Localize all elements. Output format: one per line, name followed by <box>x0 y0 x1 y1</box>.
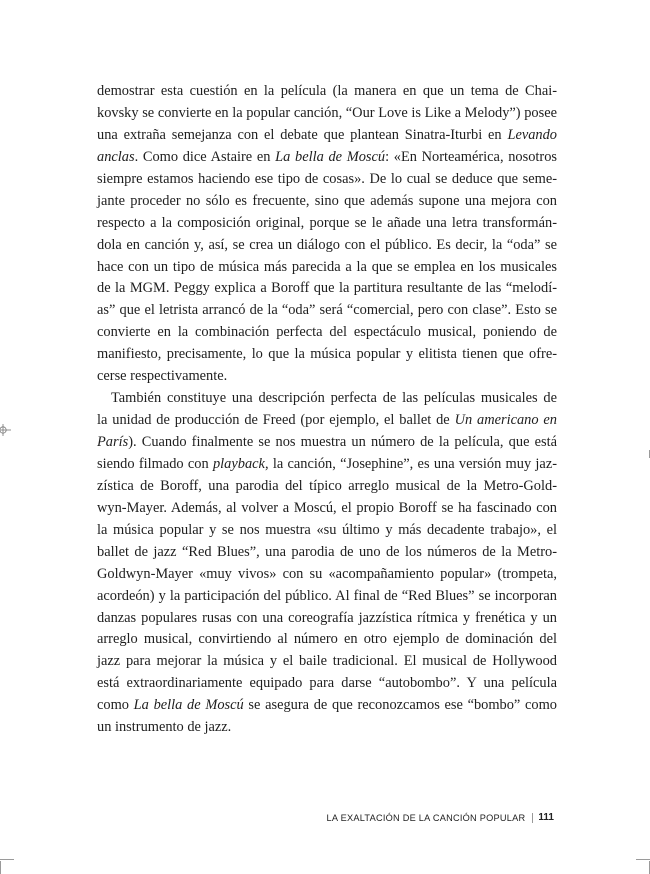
text-line: demostrar esta cuestión en la película (la manera en que un tema de Chai- <box>97 83 557 99</box>
text-line: la música popular y se nos muestra «su último y más decadente trabajo», el <box>97 521 557 538</box>
text-line: convierte en la combinación perfecta del espectáculo musical, poniendo de <box>97 324 557 341</box>
text-line: como La bella de Moscú se asegura de que reconozcamos ese “bombo” como <box>97 697 557 714</box>
registration-mark-icon <box>0 424 12 436</box>
text-line: danzas populares rusas con una coreografía jazzística rítmica y frenética y un <box>97 609 557 626</box>
footer-divider <box>532 813 533 823</box>
text-line: una extraña semejanza con el debate que plantean Sinatra-Iturbi en Levando <box>97 126 557 143</box>
text-line: Goldwyn-Mayer «muy vivos» con su «acompañamiento popular» (trompeta, <box>97 565 557 582</box>
page-footer <box>327 812 554 823</box>
text-line: anclas. Como dice Astaire en La bella de Moscú: «En Norteamérica, nosotros <box>97 148 557 165</box>
paragraph-1 <box>97 81 557 388</box>
text-line: París). Cuando finalmente se nos muestra un número de la película, que está <box>97 434 557 450</box>
text-line: ballet de jazz “Red Blues”, una parodia de uno de los números de la Metro- <box>97 543 557 560</box>
text-line: hace con un tipo de música más parecida a la que se emplea en los musicales <box>97 258 557 275</box>
text-line: respecto a la composición original, porque se le añade una letra transformán- <box>97 214 557 231</box>
crop-mark <box>636 859 650 860</box>
text-line: wyn-Mayer. Además, al volver a Moscú, el propio Boroff se ha fascinado con <box>97 499 557 516</box>
crop-mark <box>0 861 1 874</box>
text-line: manifiesto, precisamente, lo que la música popular y elitista tienen que ofre- <box>97 346 557 363</box>
text-line: jazz para mejorar la música y el baile tradicional. El musical de Hollywood <box>97 653 557 670</box>
text-line: la unidad de producción de Freed (por ejemplo, el ballet de Un americano en <box>97 412 558 429</box>
text-line: acordeón) y la participación del público. Al final de “Red Blues” se incorporan <box>97 587 557 604</box>
running-head: LA EXALTACIÓN DE LA CANCIÓN POPULAR <box>326 812 526 823</box>
body-text <box>97 81 557 739</box>
text-line: siempre estamos haciendo ese tipo de cosas». De lo cual se deduce que seme- <box>97 170 557 187</box>
text-line: as” que el letrista arrancó de la “oda” será “comercial, pero con clase”. Esto se <box>97 302 557 319</box>
text-line: siendo filmado con playback, la canción, “Josephine”, es una versión muy jaz- <box>97 455 557 472</box>
paragraph-2 <box>97 388 557 739</box>
text-line: de la MGM. Peggy explica a Boroff que la partitura resultante de las “melodí- <box>97 280 557 297</box>
text-line: kovsky se convierte en la popular canción, “Our Love is Like a Melody”) posee <box>97 104 557 121</box>
text-line: un instrumento de jazz. <box>97 719 232 736</box>
text-line: cerse respectivamente. <box>97 368 228 385</box>
text-line: También constituye una descripción perfecta de las películas musicales de <box>111 390 557 407</box>
text-line: está extraordinariamente equipado para darse “autobombo”. Y una película <box>97 675 557 692</box>
text-line: dola en canción y, así, se crea un diálogo con el público. Es decir, la “oda” se <box>97 236 557 253</box>
page-number: 111 <box>538 812 554 823</box>
text-line: zística de Boroff, una parodia del típico arreglo musical de la Metro-Gold- <box>97 477 557 494</box>
text-line: jante proceder no sólo es frecuente, sino que además supone una mejora con <box>97 192 557 209</box>
text-line: arreglo musical, convirtiendo al número en otro ejemplo de dominación del <box>97 631 557 648</box>
crop-mark <box>0 859 14 860</box>
